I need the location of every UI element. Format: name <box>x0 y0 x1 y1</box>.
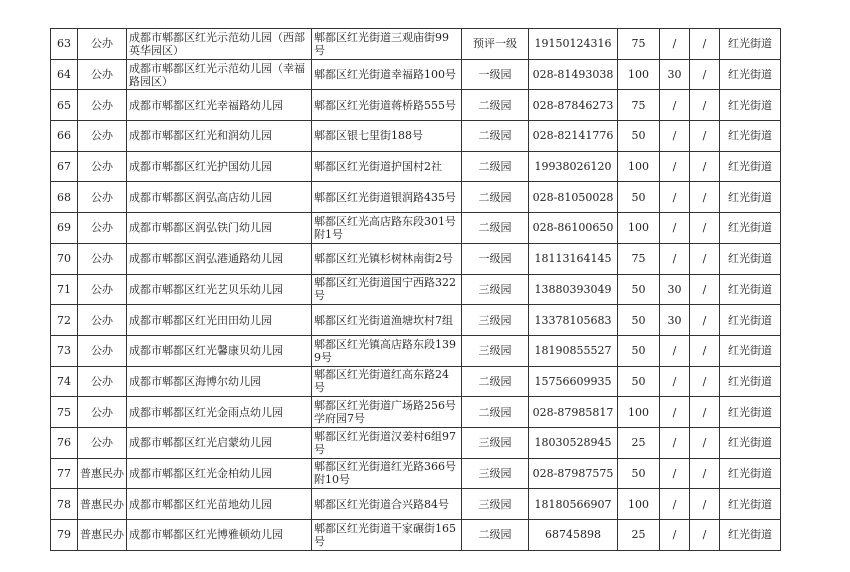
row-number: 66 <box>51 121 78 152</box>
extra-field: / <box>690 520 720 551</box>
school-type: 普惠民办 <box>78 458 127 489</box>
row-number: 69 <box>51 213 78 244</box>
row-number: 74 <box>51 366 78 397</box>
street-name: 红光街道 <box>720 243 781 274</box>
extra-capacity: / <box>660 90 690 121</box>
school-type: 公办 <box>78 305 127 336</box>
school-name: 成都市郫都区红光启蒙幼儿园 <box>127 427 312 458</box>
extra-field: / <box>690 213 720 244</box>
extra-capacity: 30 <box>660 59 690 90</box>
school-name: 成都市郫都区红光金柏幼儿园 <box>127 458 312 489</box>
school-level: 二级园 <box>462 121 529 152</box>
school-name: 成都市郫都区海博尔幼儿园 <box>127 366 312 397</box>
school-level: 一级园 <box>462 59 529 90</box>
school-address: 郫都区红光街道国宁西路322号 <box>312 274 462 305</box>
capacity: 50 <box>618 366 660 397</box>
school-name: 成都市郫都区润弘港通路幼儿园 <box>127 243 312 274</box>
extra-field: / <box>690 305 720 336</box>
school-name: 成都市郫都区红光和润幼儿园 <box>127 121 312 152</box>
phone-number: 18180566907 <box>529 489 618 520</box>
extra-field: / <box>690 151 720 182</box>
extra-field: / <box>690 489 720 520</box>
street-name: 红光街道 <box>720 366 781 397</box>
phone-number: 15756609935 <box>529 366 618 397</box>
phone-number: 028-81050028 <box>529 182 618 213</box>
school-level: 二级园 <box>462 397 529 428</box>
extra-capacity: / <box>660 182 690 213</box>
capacity: 50 <box>618 335 660 366</box>
school-name: 成都市郫都区红光幸福路幼儿园 <box>127 90 312 121</box>
row-number: 72 <box>51 305 78 336</box>
school-type: 公办 <box>78 397 127 428</box>
row-number: 65 <box>51 90 78 121</box>
school-name: 成都市郫都区红光示范幼儿园（西部英华园区） <box>127 29 312 60</box>
street-name: 红光街道 <box>720 29 781 60</box>
school-level: 三级园 <box>462 458 529 489</box>
table-row <box>51 213 781 244</box>
street-name: 红光街道 <box>720 121 781 152</box>
extra-field: / <box>690 366 720 397</box>
row-number: 67 <box>51 151 78 182</box>
table-row <box>51 243 781 274</box>
phone-number: 19150124316 <box>529 29 618 60</box>
street-name: 红光街道 <box>720 151 781 182</box>
street-name: 红光街道 <box>720 397 781 428</box>
table-row <box>51 335 781 366</box>
table-row <box>51 182 781 213</box>
table-row <box>51 59 781 90</box>
extra-capacity: / <box>660 29 690 60</box>
street-name: 红光街道 <box>720 489 781 520</box>
extra-capacity: / <box>660 397 690 428</box>
table-row <box>51 397 781 428</box>
extra-capacity: / <box>660 366 690 397</box>
row-number: 70 <box>51 243 78 274</box>
phone-number: 13378105683 <box>529 305 618 336</box>
school-address: 郫都区红光镇高店路东段1399号 <box>312 335 462 366</box>
school-type: 公办 <box>78 121 127 152</box>
capacity: 75 <box>618 90 660 121</box>
extra-field: / <box>690 243 720 274</box>
capacity: 50 <box>618 121 660 152</box>
phone-number: 18113164145 <box>529 243 618 274</box>
school-type: 公办 <box>78 59 127 90</box>
phone-number: 028-81493038 <box>529 59 618 90</box>
extra-capacity: / <box>660 335 690 366</box>
capacity: 100 <box>618 59 660 90</box>
school-level: 预评一级 <box>462 29 529 60</box>
kindergarten-table <box>50 28 781 551</box>
capacity: 100 <box>618 397 660 428</box>
extra-field: / <box>690 427 720 458</box>
school-level: 二级园 <box>462 366 529 397</box>
table-row <box>51 29 781 60</box>
school-address: 郫都区红光街道红高东路24号 <box>312 366 462 397</box>
extra-capacity: / <box>660 520 690 551</box>
row-number: 77 <box>51 458 78 489</box>
school-name: 成都市郫都区红光示范幼儿园（幸福路园区） <box>127 59 312 90</box>
row-number: 64 <box>51 59 78 90</box>
table-row <box>51 305 781 336</box>
extra-capacity: 30 <box>660 274 690 305</box>
extra-field: / <box>690 335 720 366</box>
school-name: 成都市郫都区红光田田幼儿园 <box>127 305 312 336</box>
school-address: 郫都区红光街道渔塘坎村7组 <box>312 305 462 336</box>
school-address: 郫都区红光街道护国村2社 <box>312 151 462 182</box>
extra-field: / <box>690 121 720 152</box>
street-name: 红光街道 <box>720 458 781 489</box>
school-level: 一级园 <box>462 243 529 274</box>
street-name: 红光街道 <box>720 305 781 336</box>
table-row <box>51 458 781 489</box>
row-number: 79 <box>51 520 78 551</box>
table-row <box>51 151 781 182</box>
school-address: 郫都区红光街道汉姜村6组97号 <box>312 427 462 458</box>
school-address: 郫都区红光街道合兴路84号 <box>312 489 462 520</box>
school-type: 公办 <box>78 29 127 60</box>
school-level: 三级园 <box>462 489 529 520</box>
extra-capacity: / <box>660 427 690 458</box>
extra-field: / <box>690 90 720 121</box>
street-name: 红光街道 <box>720 520 781 551</box>
school-name: 成都市郫都区红光护国幼儿园 <box>127 151 312 182</box>
school-address: 郫都区红光街道干家碾街165号 <box>312 520 462 551</box>
school-level: 三级园 <box>462 427 529 458</box>
extra-capacity: 30 <box>660 305 690 336</box>
school-type: 公办 <box>78 366 127 397</box>
street-name: 红光街道 <box>720 427 781 458</box>
row-number: 71 <box>51 274 78 305</box>
school-name: 成都市郫都区润弘铁门幼儿园 <box>127 213 312 244</box>
capacity: 75 <box>618 243 660 274</box>
table-row <box>51 427 781 458</box>
school-type: 公办 <box>78 182 127 213</box>
extra-capacity: / <box>660 213 690 244</box>
school-type: 公办 <box>78 274 127 305</box>
school-address: 郫都区红光街道三观庙街99号 <box>312 29 462 60</box>
school-level: 二级园 <box>462 151 529 182</box>
row-number: 73 <box>51 335 78 366</box>
capacity: 25 <box>618 520 660 551</box>
school-type: 公办 <box>78 213 127 244</box>
school-type: 公办 <box>78 335 127 366</box>
extra-field: / <box>690 182 720 213</box>
school-address: 郫都区红光街道银润路435号 <box>312 182 462 213</box>
school-type: 公办 <box>78 151 127 182</box>
school-address: 郫都区红光高店路东段301号附1号 <box>312 213 462 244</box>
school-type: 公办 <box>78 427 127 458</box>
capacity: 100 <box>618 489 660 520</box>
extra-capacity: / <box>660 489 690 520</box>
capacity: 50 <box>618 305 660 336</box>
school-name: 成都市郫都区红光博雅顿幼儿园 <box>127 520 312 551</box>
extra-capacity: / <box>660 121 690 152</box>
table-row <box>51 121 781 152</box>
row-number: 76 <box>51 427 78 458</box>
extra-field: / <box>690 397 720 428</box>
extra-capacity: / <box>660 151 690 182</box>
capacity: 25 <box>618 427 660 458</box>
school-name: 成都市郫都区润弘高店幼儿园 <box>127 182 312 213</box>
school-name: 成都市郫都区红光艺贝乐幼儿园 <box>127 274 312 305</box>
school-level: 二级园 <box>462 182 529 213</box>
school-level: 二级园 <box>462 90 529 121</box>
phone-number: 028-87985817 <box>529 397 618 428</box>
street-name: 红光街道 <box>720 213 781 244</box>
table-row <box>51 90 781 121</box>
school-address: 郫都区红光街道红光路366号附10号 <box>312 458 462 489</box>
phone-number: 18030528945 <box>529 427 618 458</box>
street-name: 红光街道 <box>720 274 781 305</box>
capacity: 50 <box>618 458 660 489</box>
street-name: 红光街道 <box>720 59 781 90</box>
school-address: 郫都区红光街道广场路256号学府园7号 <box>312 397 462 428</box>
capacity: 50 <box>618 274 660 305</box>
school-type: 公办 <box>78 90 127 121</box>
school-name: 成都市郫都区红光苗地幼儿园 <box>127 489 312 520</box>
school-level: 三级园 <box>462 305 529 336</box>
phone-number: 68745898 <box>529 520 618 551</box>
row-number: 75 <box>51 397 78 428</box>
extra-field: / <box>690 59 720 90</box>
extra-capacity: / <box>660 458 690 489</box>
extra-capacity: / <box>660 243 690 274</box>
school-address: 郫都区红光镇杉树林南街2号 <box>312 243 462 274</box>
street-name: 红光街道 <box>720 90 781 121</box>
phone-number: 028-86100650 <box>529 213 618 244</box>
phone-number: 13880393049 <box>529 274 618 305</box>
capacity: 75 <box>618 29 660 60</box>
school-address: 郫都区红光街道蒋桥路555号 <box>312 90 462 121</box>
school-level: 三级园 <box>462 274 529 305</box>
school-type: 普惠民办 <box>78 489 127 520</box>
school-level: 三级园 <box>462 335 529 366</box>
row-number: 68 <box>51 182 78 213</box>
school-level: 二级园 <box>462 520 529 551</box>
extra-field: / <box>690 458 720 489</box>
phone-number: 19938026120 <box>529 151 618 182</box>
school-name: 成都市郫都区红光馨康贝幼儿园 <box>127 335 312 366</box>
kindergarten-table-page <box>50 28 780 552</box>
table-row <box>51 520 781 551</box>
capacity: 100 <box>618 151 660 182</box>
phone-number: 18190855527 <box>529 335 618 366</box>
phone-number: 028-87846273 <box>529 90 618 121</box>
phone-number: 028-82141776 <box>529 121 618 152</box>
street-name: 红光街道 <box>720 335 781 366</box>
row-number: 78 <box>51 489 78 520</box>
street-name: 红光街道 <box>720 182 781 213</box>
school-address: 郫都区银七里街188号 <box>312 121 462 152</box>
table-row <box>51 274 781 305</box>
school-level: 二级园 <box>462 213 529 244</box>
extra-field: / <box>690 274 720 305</box>
phone-number: 028-87987575 <box>529 458 618 489</box>
school-type: 普惠民办 <box>78 520 127 551</box>
capacity: 50 <box>618 182 660 213</box>
capacity: 100 <box>618 213 660 244</box>
table-row <box>51 489 781 520</box>
table-row <box>51 366 781 397</box>
row-number: 63 <box>51 29 78 60</box>
school-name: 成都市郫都区红光金雨点幼儿园 <box>127 397 312 428</box>
extra-field: / <box>690 29 720 60</box>
school-type: 公办 <box>78 243 127 274</box>
school-address: 郫都区红光街道幸福路100号 <box>312 59 462 90</box>
